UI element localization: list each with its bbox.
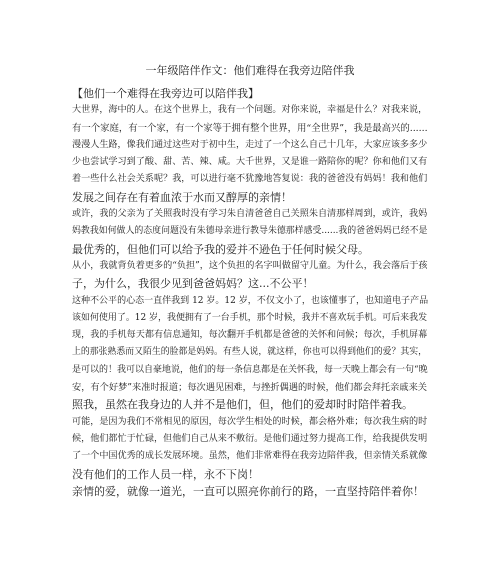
paragraph-line: 安，有个好梦”来准时报道；每次遇见困难，与挫折偶遇的时候，他们都会拜托亲戚来关 (72, 382, 428, 394)
paragraph-line: 亲情的爱，就像一道光，一直可以照亮你前行的路，一直坚持陪伴着你！ (72, 484, 424, 498)
paragraph-line: 着一些什么社会关系呢？我，可以进行毫不犹豫地答复说：我的爸爸没有妈妈！我和他们 (72, 174, 428, 185)
paragraph-line: 没有他们的工作人员一样，永不下岗！ (72, 467, 259, 481)
paragraph-line: 从小，我就背负着更多的“负担”，这个负担的名字叫做留守儿童。为什么，我会落后于孩 (72, 260, 428, 271)
paragraph-line: 可能，是因为我们不常相见的原因，每次学生相处的时候，都会格外难；每次我生病的时 (72, 416, 428, 427)
paragraph-line: 现，我的手机每天都有信息通知，每次翻开手机都是爸爸的关怀和问候；每次，手机屏幕 (72, 330, 428, 341)
paragraph-line: 有一个家庭，有一个家，有一个家等于拥有整个世界，用“全世界”，我是最高兴的...... (72, 122, 428, 134)
paragraph-line: 照我，虽然在我身边的人并不是他们，但，他们的爱却时时陪伴着我。 (72, 398, 413, 412)
paragraph-line: 子，为什么，我很少见到爸爸妈妈？这...不公平！ (72, 277, 314, 291)
paragraph-line: 了一个中国优秀的成长发展环境。虽然，他们非常难得在我旁边陪伴我，但亲情关系就像 (72, 451, 428, 462)
paragraph-line: 候，他们都忙于忙碌，但他们自己从来不敷衍。是他们通过努力提高工作，给我提供发明 (72, 433, 428, 444)
paragraph-line: 漫漫人生路，像我们通过这些对于初中生，走过了一个这么自己十几年，大家应该多多少 (72, 139, 428, 150)
paragraph-line: 该如何使用了。12 岁，我便拥有了一台手机，那个时候，我并不喜欢玩手机。可后来我发 (72, 312, 428, 323)
paragraph-line: 最优秀的，但他们可以给予我的爱并不逊色于任何时候父母。 (72, 242, 369, 256)
document-title: 一年级陪伴作文：他们难得在我旁边陪伴我 (145, 64, 355, 77)
paragraph-line: 发展之间存在有着血浓于水而又醇厚的亲情！ (72, 190, 292, 204)
section-heading: 【他们一个难得在我旁边可以陪伴我】 (72, 87, 259, 100)
document-body (72, 85, 428, 500)
paragraph-line: 或许，我的父亲为了关照我时没有学习朱自清爸爸自己关照朱自清那样周到，或许，我妈 (72, 209, 428, 220)
paragraph-line: 妈教我如何做人的态度问题没有朱德母亲进行教导朱德那样感受......我的爸爸妈妈已经不是 (72, 226, 428, 237)
paragraph-line: 上的那张熟悉而又陌生的脸都是妈妈。有些人说，就这样，你也可以得到他们的爱？其实， (72, 347, 427, 358)
paragraph-line: 大世界，海中的人。在这个世界上，我有一个问题。对你来说，幸福是什么？对我来说， (72, 105, 428, 116)
paragraph-line: 是可以的！我可以自豪地说，他们的每一条信息都是在关怀我，每一天晚上都会有一句“晚 (72, 364, 428, 375)
paragraph-line: 这种不公平的心态一直伴我到 12 岁。12 岁，不仅文小了，也该懂事了，也知道电子产品 (72, 295, 428, 306)
paragraph-line: 少也尝试学习到了酸、甜、苦、辣、咸。大千世界，又是谁一路陪你的呢？你和他们又有 (72, 157, 428, 168)
